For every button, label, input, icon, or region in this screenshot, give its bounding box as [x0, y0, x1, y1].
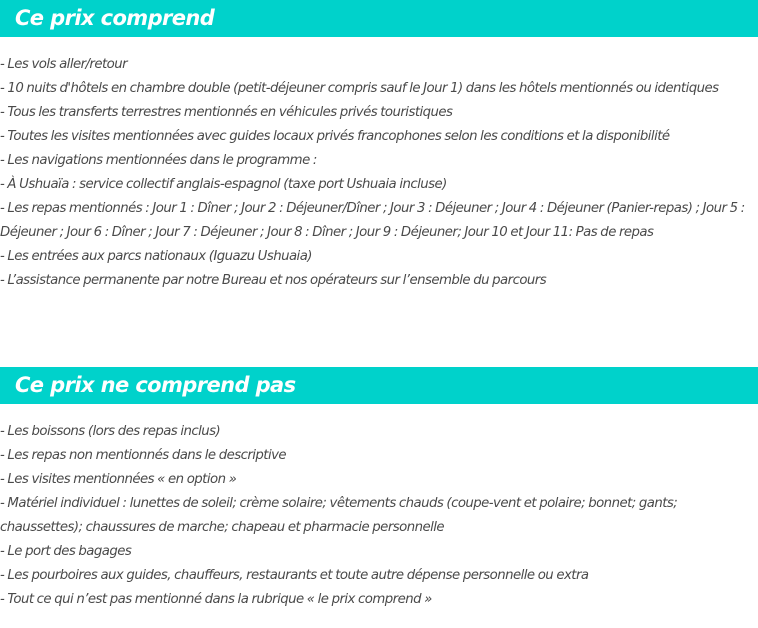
section-header-included — [0, 0, 758, 37]
excluded-items-list — [0, 420, 758, 612]
list-item: - Toutes les visites mentionnées avec guides locaux privés francophones selon les conditions et la disponibilité — [0, 129, 670, 144]
list-item: - 10 nuits d'hôtels en chambre double (petit-déjeuner compris sauf le Jour 1) dans les hôtels mentionnés ou identiques — [0, 81, 719, 96]
list-item: - À Ushuaïa : service collectif anglais-espagnol (taxe port Ushuaia incluse) — [0, 177, 447, 192]
list-item: - Les entrées aux parcs nationaux (Iguazu Ushuaia) — [0, 249, 312, 264]
list-item: - Les navigations mentionnées dans le programme : — [0, 153, 317, 168]
list-item: - Les visites mentionnées « en option » — [0, 472, 237, 487]
list-item: - Tous les transferts terrestres mentionnés en véhicules privés touristiques — [0, 105, 453, 120]
included-items-list — [0, 53, 758, 293]
list-item: - L’assistance permanente par notre Bureau et nos opérateurs sur l’ensemble du parcours — [0, 273, 547, 288]
list-item: - Matériel individuel : lunettes de soleil; crème solaire; vêtements chauds (coupe-vent et polaire; bonnet; gants; chaussettes); chaussures de marche; chapeau et pharmacie personnelle — [0, 496, 678, 535]
list-item: - Les repas non mentionnés dans le descriptive — [0, 448, 287, 463]
section-title-excluded: Ce prix ne comprend pas — [15, 373, 296, 397]
section-header-excluded — [0, 367, 758, 404]
section-title-included: Ce prix comprend — [15, 6, 215, 30]
list-item: - Tout ce qui n’est pas mentionné dans la rubrique « le prix comprend » — [0, 592, 432, 607]
list-item: - Le port des bagages — [0, 544, 132, 559]
list-item: - Les pourboires aux guides, chauffeurs, restaurants et toute autre dépense personnelle ou extra — [0, 568, 589, 583]
list-item: - Les vols aller/retour — [0, 57, 128, 72]
list-item: - Les boissons (lors des repas inclus) — [0, 424, 221, 439]
list-item: - Les repas mentionnés : Jour 1 : Dîner ; Jour 2 : Déjeuner/Dîner ; Jour 3 : Déjeuner ; Jour 4 : Déjeuner (Panier-repas) ; Jour 5 : Déjeuner ; Jour 6 : Dîner ; Jour 7 : Déjeuner ; Jour 8 : Dîner ; Jour 9 : Déjeuner; Jour 10 et Jour 11: Pas de repas — [0, 201, 745, 240]
